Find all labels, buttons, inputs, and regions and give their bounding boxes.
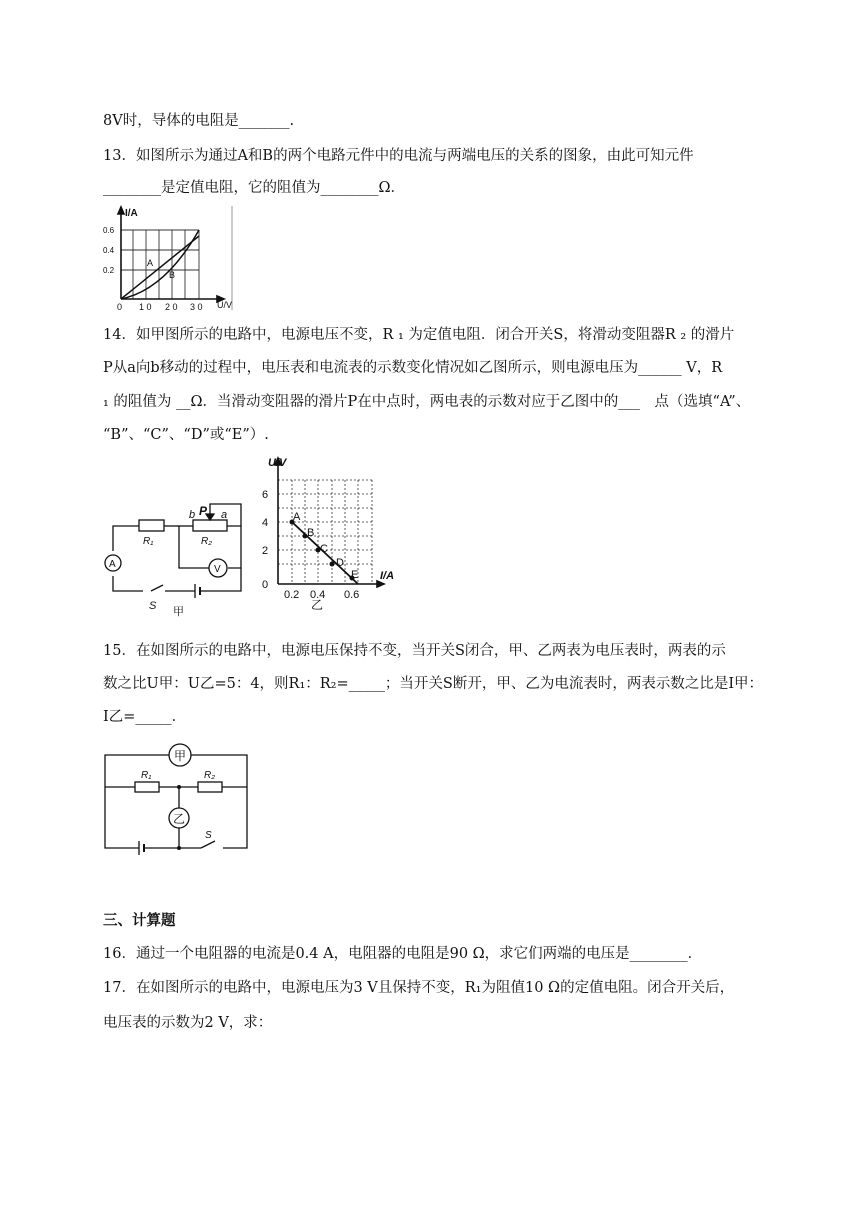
b-label: b (189, 509, 196, 521)
resistor-r1 (135, 782, 159, 792)
point-d-label: D (336, 557, 344, 569)
text-line-1: 8V时，导体的电阻是_______. (103, 113, 295, 129)
point-b-label: B (307, 527, 315, 539)
question-14-line-4: “B”、“C”、“D”或“E”）. (103, 427, 269, 443)
section-heading-calculation: 三、计算题 (103, 912, 176, 929)
figure-14-ui-graph-yi (252, 452, 407, 601)
question-13-line-1: 13．如图所示为通过A和B的两个电路元件中的电流与两端电压的关系的图象，由此可知元件 (103, 148, 694, 164)
question-14-line-1: 14．如甲图所示的电路中，电源电压不变，R ₁ 为定值电阻．闭合开关S，将滑动变阻器R ₂ 的滑片 (103, 327, 735, 343)
r1-label: R₁ (143, 536, 154, 547)
question-13-line-2: ________是定值电阻，它的阻值为________Ω． (103, 180, 406, 196)
question-17-line-1: 17．在如图所示的电路中，电源电压为3 V且保持不变，R₁为阻值10 Ω的定值电阻。闭合开关后， (103, 980, 735, 996)
question-16: 16．通过一个电阻器的电流是0.4 A，电阻器的电阻是90 Ω，求它们两端的电压是________． (103, 946, 703, 962)
y-tick-label: 0.4 (103, 246, 115, 255)
figure-14-circuit-jia (103, 496, 253, 618)
meter-jia-label: 甲 (174, 749, 187, 763)
y-tick-label: 0.6 (103, 226, 115, 235)
resistor-r2 (198, 782, 222, 792)
y-tick-label: 0 (262, 579, 269, 591)
p-label: P (199, 504, 208, 518)
question-15-line-2: 数之比U甲：U乙=5：4，则R₁：R₂=_____；当开关S断开，甲、乙为电流表时，两表示数之比是I甲： (103, 676, 764, 692)
y-axis-label: I/A (125, 208, 138, 219)
a-label: a (221, 509, 228, 521)
figure-15-circuit (103, 740, 253, 860)
question-14-line-2: P从a向b移动的过程中，电压表和电流表的示数变化情况如乙图所示，则电源电压为______ V，R (103, 360, 723, 376)
x-axis-label: I/A (380, 570, 395, 582)
x-tick-label: 0.4 (310, 589, 326, 601)
switch-label: S (205, 830, 212, 841)
point-c-label: C (320, 543, 328, 555)
x-tick-label: 3 0 (190, 302, 203, 312)
figure-13-iu-graph (103, 204, 238, 312)
y-tick-label: 6 (262, 489, 269, 501)
point-a-label: A (293, 511, 301, 523)
meter-yi-label: 乙 (173, 812, 186, 826)
question-17-line-2: 电压表的示数为2 V，求： (103, 1015, 273, 1031)
switch-label: S (149, 600, 157, 612)
caption-yi: 乙 (311, 598, 324, 612)
x-tick-label: 1 0 (139, 302, 152, 312)
resistor-r1 (139, 520, 164, 531)
r2-label: R₂ (201, 536, 213, 547)
y-tick-label: 0.2 (103, 266, 115, 275)
x-tick-label: 0.2 (284, 589, 300, 601)
ammeter-label: A (109, 559, 116, 570)
caption-jia: 甲 (173, 606, 184, 618)
voltmeter-label: V (214, 564, 221, 575)
r1-label: R₁ (141, 770, 152, 781)
label-a: A (147, 258, 154, 268)
r2-label: R₂ (204, 770, 216, 781)
y-tick-label: 4 (262, 517, 269, 529)
question-14-line-3: ₁ 的阻值为 __Ω．当滑动变阻器的滑片P在中点时，两电表的示数对应于乙图中的___ 点（选填“A”、 (103, 394, 751, 410)
question-15-line-3: I乙=_____． (103, 709, 187, 725)
label-b: B (169, 270, 176, 280)
x-tick-label: 0.6 (344, 589, 360, 601)
resistor-r2 (193, 520, 227, 531)
y-axis-label: U/V (268, 457, 287, 469)
x-axis-label: U/V (217, 300, 233, 310)
question-15-line-1: 15．在如图所示的电路中，电源电压保持不变，当开关S闭合，甲、乙两表为电压表时，两表的示 (103, 643, 726, 659)
y-tick-label: 2 (262, 545, 269, 557)
point-e-label: E (351, 569, 359, 581)
x-tick-label: 2 0 (165, 302, 178, 312)
x-tick-label: 0 (117, 302, 123, 312)
